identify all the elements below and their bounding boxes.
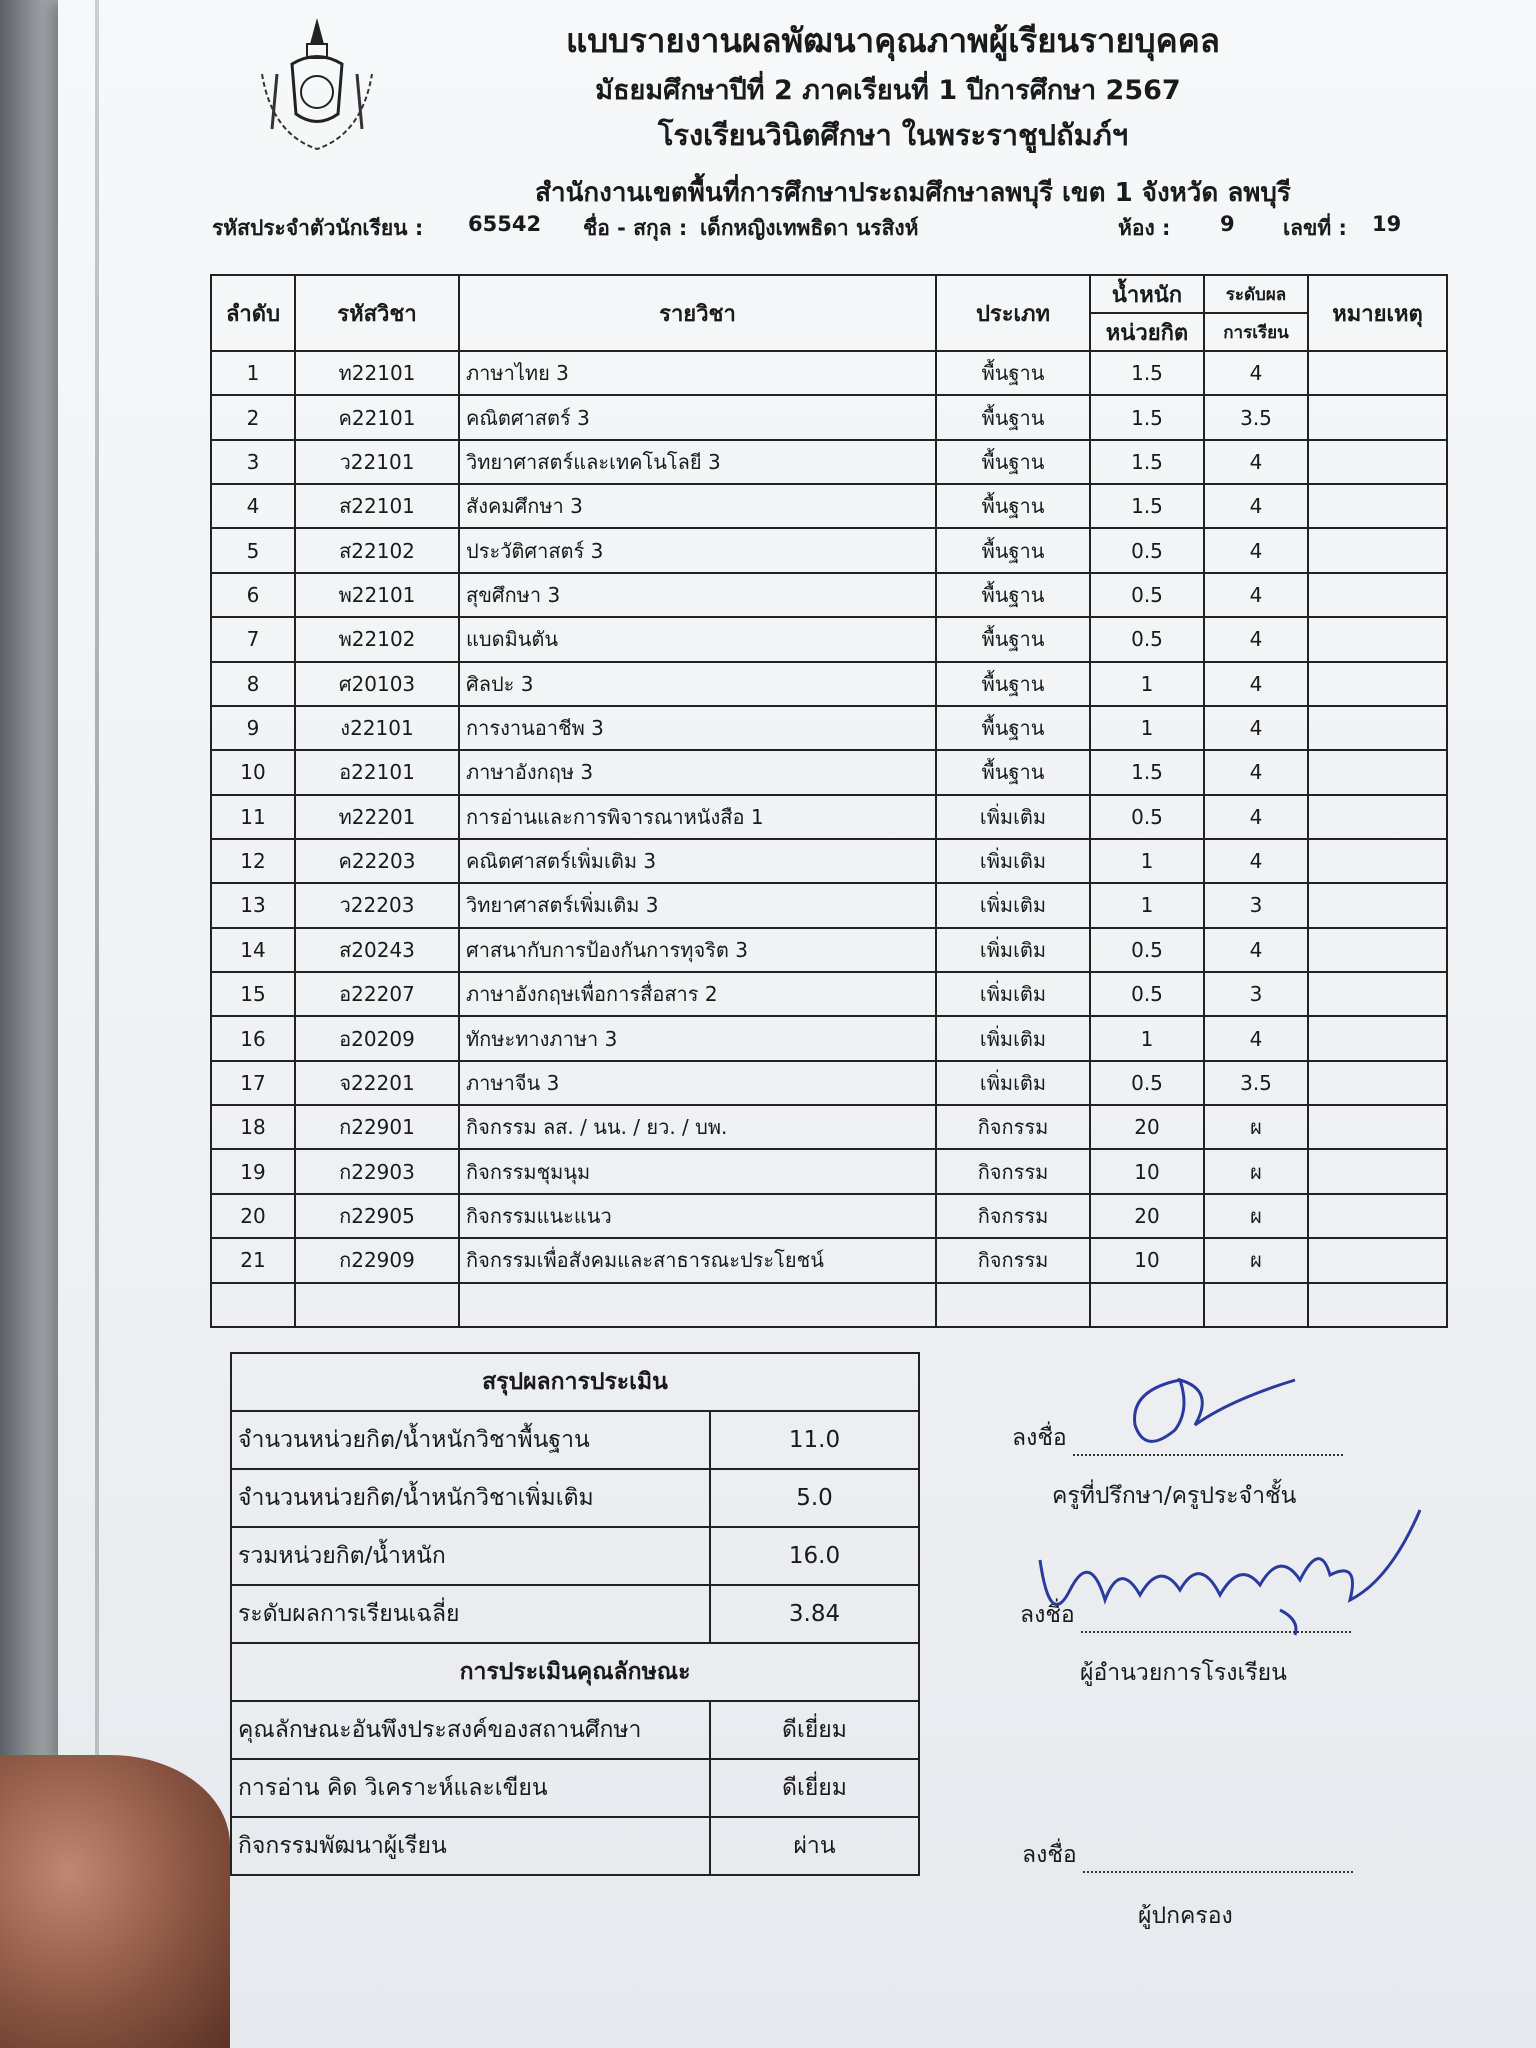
subject-type [936,1283,1090,1327]
row-no: 10 [211,750,295,794]
summary-row [231,1527,919,1585]
subject-type: เพิ่มเติม [936,1061,1090,1105]
subject-type: พื้นฐาน [936,617,1090,661]
subject-code: ศ20103 [295,662,459,706]
subject-weight: 1.5 [1090,351,1204,395]
summary-row [231,1585,919,1643]
row-no: 7 [211,617,295,661]
subject-type: เพิ่มเติม [936,839,1090,883]
subject-code: ก22901 [295,1105,459,1149]
subject-name: ศาสนากับการป้องกันการทุจริต 3 [459,928,936,972]
subject-name: ทักษะทางภาษา 3 [459,1016,936,1060]
subject-remark [1308,1194,1447,1238]
report-title: แบบรายงานผลพัฒนาคุณภาพผู้เรียนรายบุคคล [565,21,1221,60]
subject-remark [1308,440,1447,484]
subject-code: ง22101 [295,706,459,750]
subject-code: ก22905 [295,1194,459,1238]
subject-type: พื้นฐาน [936,484,1090,528]
row-no: 2 [211,395,295,439]
row-no: 1 [211,351,295,395]
col-header-weight-top: น้ำหนัก [1090,275,1204,313]
subject-type: เพิ่มเติม [936,972,1090,1016]
subject-code: ว22101 [295,440,459,484]
director-role: ผู้อำนวยการโรงเรียน [1080,1660,1287,1686]
subject-weight: 0.5 [1090,972,1204,1016]
subject-type: เพิ่มเติม [936,795,1090,839]
subject-type: กิจกรรม [936,1238,1090,1282]
col-header-code: รหัสวิชา [295,275,459,351]
characteristic-row [231,1759,919,1817]
student-name: เด็กหญิงเทพธิดา นรสิงห์ [700,216,919,240]
summary-value: 3.84 [710,1585,919,1643]
subject-code: อ20209 [295,1016,459,1060]
characteristic-value: ดีเยี่ยม [710,1759,919,1817]
col-header-grade-top: ระดับผล [1204,275,1308,313]
subject-remark [1308,395,1447,439]
subject-name: กิจกรรม ลส. / นน. / ยว. / บพ. [459,1105,936,1149]
col-header-type: ประเภท [936,275,1090,351]
room-value: 9 [1220,212,1235,236]
subject-weight: 0.5 [1090,528,1204,572]
characteristic-value: ผ่าน [710,1817,919,1875]
subject-grade: ผ [1204,1105,1308,1149]
row-no: 5 [211,528,295,572]
subject-code: จ22201 [295,1061,459,1105]
subject-type: พื้นฐาน [936,573,1090,617]
col-header-weight-bottom: หน่วยกิต [1090,313,1204,351]
subject-weight: 10 [1090,1238,1204,1282]
subject-type: กิจกรรม [936,1194,1090,1238]
subject-remark [1308,1105,1447,1149]
subject-weight: 1 [1090,839,1204,883]
col-header-subject: รายวิชา [459,275,936,351]
school-name: โรงเรียนวินิตศึกษา ในพระราชูปถัมภ์ฯ [657,118,1129,152]
table-row [211,484,1447,528]
subject-code: ส20243 [295,928,459,972]
characteristic-label: คุณลักษณะอันพึงประสงค์ของสถานศึกษา [231,1701,710,1759]
subject-type: พื้นฐาน [936,395,1090,439]
row-no: 21 [211,1238,295,1282]
characteristic-label: กิจกรรมพัฒนาผู้เรียน [231,1817,710,1875]
col-header-no: ลำดับ [211,275,295,351]
subject-type: พื้นฐาน [936,706,1090,750]
subject-grade: 4 [1204,617,1308,661]
subject-remark [1308,617,1447,661]
subject-code: อ22207 [295,972,459,1016]
row-no: 13 [211,883,295,927]
room-label: ห้อง : [1118,216,1171,240]
subject-remark [1308,1149,1447,1193]
characteristic-value: ดีเยี่ยม [710,1701,919,1759]
subject-code [295,1283,459,1327]
subject-weight: 20 [1090,1194,1204,1238]
subject-code: ก22903 [295,1149,459,1193]
subject-grade: ผ [1204,1149,1308,1193]
subject-code: ส22102 [295,528,459,572]
row-no: 3 [211,440,295,484]
sign-label: ลงชื่อ [1012,1425,1067,1451]
subject-code: ก22909 [295,1238,459,1282]
subject-type: พื้นฐาน [936,351,1090,395]
subject-name: สุขศึกษา 3 [459,573,936,617]
subject-remark [1308,839,1447,883]
subject-name: วิทยาศาสตร์และเทคโนโลยี 3 [459,440,936,484]
subject-type: เพิ่มเติม [936,1016,1090,1060]
subject-weight: 1.5 [1090,440,1204,484]
subject-type: เพิ่มเติม [936,928,1090,972]
subject-remark [1308,750,1447,794]
subject-code: ค22101 [295,395,459,439]
subject-grade: 4 [1204,573,1308,617]
subject-name: ประวัติศาสตร์ 3 [459,528,936,572]
number-label: เลขที่ : [1283,216,1347,240]
table-row [211,1194,1447,1238]
subject-grade: 4 [1204,928,1308,972]
table-row [211,528,1447,572]
number-value: 19 [1372,212,1402,236]
subject-weight: 1.5 [1090,484,1204,528]
row-no: 9 [211,706,295,750]
advisor-role: ครูที่ปรึกษา/ครูประจำชั้น [1052,1483,1297,1509]
subject-remark [1308,972,1447,1016]
row-no: 16 [211,1016,295,1060]
subject-grade: ผ [1204,1194,1308,1238]
subject-weight: 1 [1090,1016,1204,1060]
subject-name: กิจกรรมชุมนุม [459,1149,936,1193]
table-row [211,573,1447,617]
parent-sign-line [1022,1837,1353,1873]
table-row [211,1149,1447,1193]
subject-grade: 4 [1204,750,1308,794]
table-row [211,440,1447,484]
subject-remark [1308,573,1447,617]
row-no: 8 [211,662,295,706]
subject-name: ภาษาไทย 3 [459,351,936,395]
subject-type: พื้นฐาน [936,662,1090,706]
row-no: 18 [211,1105,295,1149]
subject-grade [1204,1283,1308,1327]
subject-name [459,1283,936,1327]
subject-code: พ22101 [295,573,459,617]
subject-code: พ22102 [295,617,459,661]
subject-grade: 3 [1204,972,1308,1016]
report-subtitle: มัธยมศึกษาปีที่ 2 ภาคเรียนที่ 1 ปีการศึกษา 2567 [595,75,1181,106]
subject-grade: 4 [1204,484,1308,528]
row-no: 15 [211,972,295,1016]
subject-remark [1308,1283,1447,1327]
table-row [211,1016,1447,1060]
characteristic-title: การประเมินคุณลักษณะ [231,1643,919,1701]
subject-name: ภาษาอังกฤษ 3 [459,750,936,794]
advisor-signature-mark [1120,1370,1300,1460]
subject-remark [1308,883,1447,927]
sign-label: ลงชื่อ [1020,1602,1075,1628]
subject-grade: 3 [1204,883,1308,927]
col-header-grade-bottom: การเรียน [1204,313,1308,351]
row-no: 14 [211,928,295,972]
subject-grade: 4 [1204,351,1308,395]
table-row [211,1061,1447,1105]
table-row [211,351,1447,395]
table-row-empty [211,1283,1447,1327]
grades-table [210,274,1448,1328]
subject-remark [1308,662,1447,706]
subject-grade: ผ [1204,1238,1308,1282]
table-row [211,662,1447,706]
table-row [211,839,1447,883]
subject-remark [1308,528,1447,572]
subject-grade: 3.5 [1204,1061,1308,1105]
subject-name: การอ่านและการพิจารณาหนังสือ 1 [459,795,936,839]
sign-label: ลงชื่อ [1022,1842,1077,1868]
student-id-label: รหัสประจำตัวนักเรียน : [212,216,424,240]
subject-name: การงานอาชีพ 3 [459,706,936,750]
subject-weight: 1.5 [1090,750,1204,794]
table-row [211,795,1447,839]
row-no: 4 [211,484,295,528]
subject-grade: 3.5 [1204,395,1308,439]
subject-weight: 0.5 [1090,617,1204,661]
subject-type: พื้นฐาน [936,440,1090,484]
summary-label: จำนวนหน่วยกิต/น้ำหนักวิชาพื้นฐาน [231,1411,710,1469]
subject-name: คณิตศาสตร์เพิ่มเติม 3 [459,839,936,883]
subject-name: คณิตศาสตร์ 3 [459,395,936,439]
row-no: 19 [211,1149,295,1193]
subject-type: พื้นฐาน [936,750,1090,794]
table-row [211,1238,1447,1282]
sleeve-ring-line [95,0,99,2048]
table-row [211,706,1447,750]
subject-weight: 0.5 [1090,928,1204,972]
subject-code: ค22203 [295,839,459,883]
summary-row [231,1469,919,1527]
subject-weight: 1.5 [1090,395,1204,439]
summary-label: จำนวนหน่วยกิต/น้ำหนักวิชาเพิ่มเติม [231,1469,710,1527]
subject-grade: 4 [1204,1016,1308,1060]
table-row [211,928,1447,972]
subject-remark [1308,484,1447,528]
subject-remark [1308,351,1447,395]
subject-name: ศิลปะ 3 [459,662,936,706]
col-header-remark: หมายเหตุ [1308,275,1447,351]
table-row [211,972,1447,1016]
subject-remark [1308,706,1447,750]
subject-weight [1090,1283,1204,1327]
subject-name: กิจกรรมเพื่อสังคมและสาธารณะประโยชน์ [459,1238,936,1282]
subject-weight: 0.5 [1090,795,1204,839]
subject-name: วิทยาศาสตร์เพิ่มเติม 3 [459,883,936,927]
grades-table-body [211,351,1447,1327]
summary-title: สรุปผลการประเมิน [231,1353,919,1411]
characteristic-label: การอ่าน คิด วิเคราะห์และเขียน [231,1759,710,1817]
table-row [211,883,1447,927]
summary-value: 16.0 [710,1527,919,1585]
subject-code: ว22203 [295,883,459,927]
table-row [211,617,1447,661]
subject-remark [1308,1238,1447,1282]
summary-value: 11.0 [710,1411,919,1469]
subject-type: เพิ่มเติม [936,883,1090,927]
subject-grade: 4 [1204,528,1308,572]
subject-weight: 0.5 [1090,1061,1204,1105]
subject-code: อ22101 [295,750,459,794]
subject-name: กิจกรรมแนะแนว [459,1194,936,1238]
subject-remark [1308,1061,1447,1105]
row-no [211,1283,295,1327]
row-no: 17 [211,1061,295,1105]
subject-name: แบดมินตัน [459,617,936,661]
subject-grade: 4 [1204,440,1308,484]
subject-type: กิจกรรม [936,1105,1090,1149]
summary-value: 5.0 [710,1469,919,1527]
subject-weight: 0.5 [1090,573,1204,617]
table-row [211,750,1447,794]
row-no: 20 [211,1194,295,1238]
row-no: 12 [211,839,295,883]
subject-grade: 4 [1204,706,1308,750]
summary-table [230,1352,920,1876]
characteristic-row [231,1701,919,1759]
subject-grade: 4 [1204,662,1308,706]
subject-name: ภาษาจีน 3 [459,1061,936,1105]
subject-name: ภาษาอังกฤษเพื่อการสื่อสาร 2 [459,972,936,1016]
subject-weight: 20 [1090,1105,1204,1149]
subject-grade: 4 [1204,839,1308,883]
subject-remark [1308,928,1447,972]
summary-label: ระดับผลการเรียนเฉลี่ย [231,1585,710,1643]
subject-weight: 1 [1090,706,1204,750]
subject-remark [1308,795,1447,839]
subject-code: ท22201 [295,795,459,839]
student-name-label: ชื่อ - สกุล : [583,216,688,240]
subject-code: ส22101 [295,484,459,528]
summary-label: รวมหน่วยกิต/น้ำหนัก [231,1527,710,1585]
parent-role: ผู้ปกครอง [1138,1903,1233,1929]
table-row [211,395,1447,439]
row-no: 6 [211,573,295,617]
subject-weight: 1 [1090,662,1204,706]
subject-remark [1308,1016,1447,1060]
education-office: สำนักงานเขตพื้นที่การศึกษาประถมศึกษาลพบุรี เขต 1 จังหวัด ลพบุรี [535,178,1291,208]
subject-code: ท22101 [295,351,459,395]
row-no: 11 [211,795,295,839]
subject-name: สังคมศึกษา 3 [459,484,936,528]
characteristic-row [231,1817,919,1875]
table-row [211,1105,1447,1149]
subject-type: กิจกรรม [936,1149,1090,1193]
summary-row [231,1411,919,1469]
director-signature-mark [1030,1500,1425,1640]
thumb-in-photo [0,1755,230,2048]
subject-weight: 10 [1090,1149,1204,1193]
subject-grade: 4 [1204,795,1308,839]
subject-weight: 1 [1090,883,1204,927]
subject-type: พื้นฐาน [936,528,1090,572]
student-id: 65542 [468,212,542,236]
